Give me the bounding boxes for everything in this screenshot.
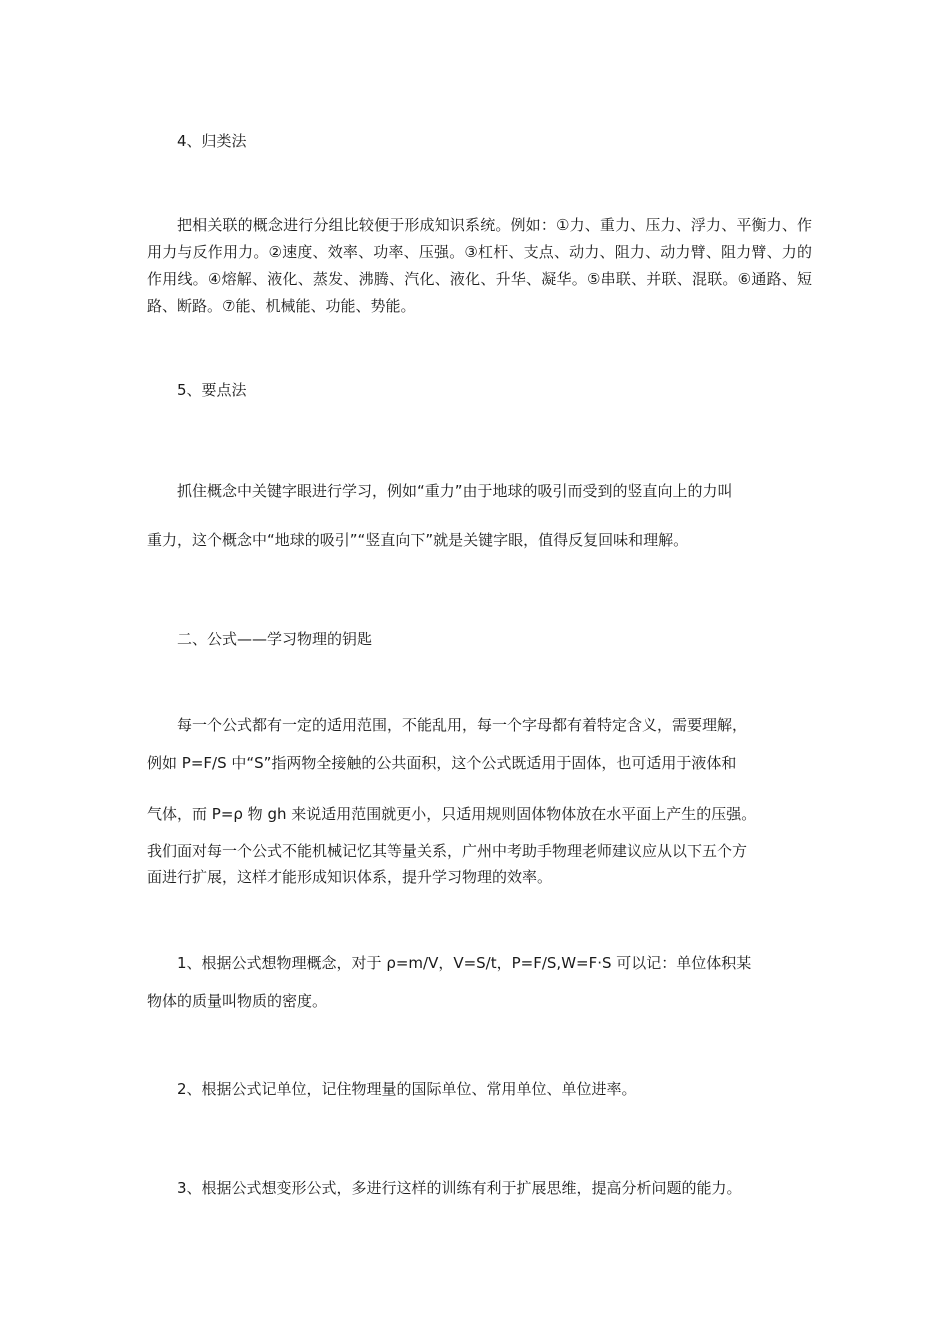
list-item-2: 2、根据公式记单位，记住物理量的国际单位、常用单位、单位进率。	[177, 1080, 637, 1098]
paragraph-formula-line-5: 面进行扩展，这样才能形成知识体系，提升学习物理的效率。	[147, 868, 553, 886]
paragraph-formula-line-2: 例如 P=F/S 中“S”指两物全接触的公共面积，这个公式既适用于固体，也可适用于液体和	[147, 754, 737, 772]
paragraph-keypoint-line-2: 重力，这个概念中“地球的吸引”“竖直向下”就是关键字眼，值得反复回味和理解。	[147, 531, 689, 549]
paragraph-keypoint-line-1: 抓住概念中关键字眼进行学习，例如“重力”由于地球的吸引而受到的竖直向上的力叫	[177, 482, 733, 500]
section-heading-formula: 二、公式——学习物理的钥匙	[177, 630, 373, 648]
paragraph-formula-line-4: 我们面对每一个公式不能机械记忆其等量关系，广州中考助手物理老师建议应从以下五个方	[147, 842, 748, 860]
list-item-1-line-2: 物体的质量叫物质的密度。	[147, 992, 328, 1010]
list-item-3: 3、根据公式想变形公式，多进行这样的训练有利于扩展思维，提高分析问题的能力。	[177, 1179, 742, 1197]
paragraph-formula-line-3: 气体，而 P=ρ 物 gh 来说适用范围就更小，只适用规则固体物体放在水平面上产生的压强。	[147, 805, 757, 823]
paragraph-formula-line-1: 每一个公式都有一定的适用范围，不能乱用，每一个字母都有着特定含义，需要理解，	[177, 716, 748, 734]
section-heading-keypoint: 5、要点法	[177, 381, 247, 399]
paragraph-classify: 把相关联的概念进行分组比较便于形成知识系统。例如：①力、重力、压力、浮力、平衡力、作用力与反作用力。②速度、效率、功率、压强。③杠杆、支点、动力、阻力、动力臂、阻力臂、力的作用线。④熔解、液化、蒸发、沸腾、汽化、液化、升华、凝华。⑤串联、并联、混联。⑥通路、短路、断路。⑦能、机械能、功能、势能。	[147, 216, 812, 315]
section-heading-classify: 4、归类法	[177, 132, 247, 150]
list-item-1-line-1: 1、根据公式想物理概念，对于 ρ=m/V，V=S/t，P=F/S,W=F·S 可以记：单位体积某	[177, 954, 752, 972]
